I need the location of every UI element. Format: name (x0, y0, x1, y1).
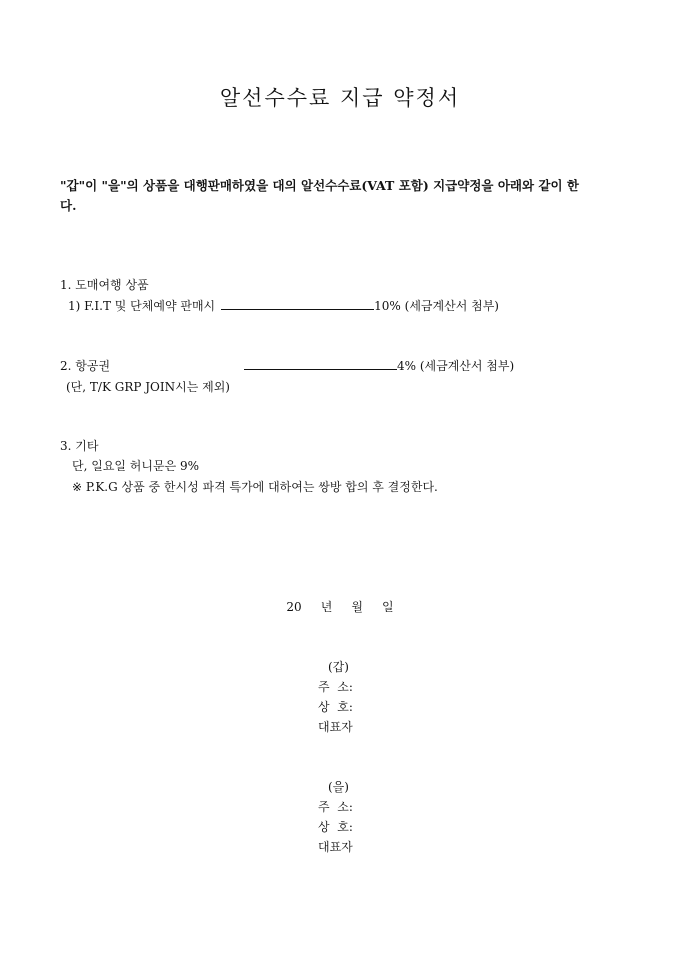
section1-item (68, 297, 499, 314)
section3-heading: 3. 기타 (60, 439, 99, 453)
section2-rate: 4% (세금계산서 첨부) (397, 359, 515, 373)
party-b-rep: 대표자 (318, 840, 353, 854)
section1-heading: 1. 도매여행 상품 (60, 278, 149, 292)
blank-line (244, 357, 397, 370)
party-a-rep: 대표자 (318, 720, 353, 734)
date-line: 20 년 월 일 (286, 600, 394, 614)
blank-line (221, 297, 374, 310)
party-b-address: 주 소: (318, 800, 353, 814)
document-title: 알선수수료 지급 약정서 (219, 86, 461, 110)
section2-rate-row (238, 357, 514, 374)
section3-line-2: ※ P.K.G 상품 중 한시성 파격 특가에 대하여는 쌍방 합의 후 결정한다. (72, 480, 438, 494)
section2-note: (단, T/K GRP JOIN시는 제외) (66, 380, 230, 394)
section1-item-label: 1) F.I.T 및 단체예약 판매시 (68, 299, 216, 313)
party-b-company: 상 호: (318, 820, 353, 834)
section1-rate: 10% (세금계산서 첨부) (374, 299, 499, 313)
section2-heading: 2. 항공권 (60, 359, 111, 373)
party-b-label: (을) (328, 780, 349, 794)
party-a-company: 상 호: (318, 700, 353, 714)
section3-line-1: 단, 일요일 허니문은 9% (72, 459, 200, 473)
party-a-label: (갑) (328, 660, 349, 674)
party-a-address: 주 소: (318, 680, 353, 694)
intro-line-2: 다. (60, 198, 77, 213)
intro-line-1: "갑"이 "을"의 상품을 대행판매하였을 대의 알선수수료(VAT 포함) 지급약정을 아래와 같이 한 (60, 178, 579, 193)
